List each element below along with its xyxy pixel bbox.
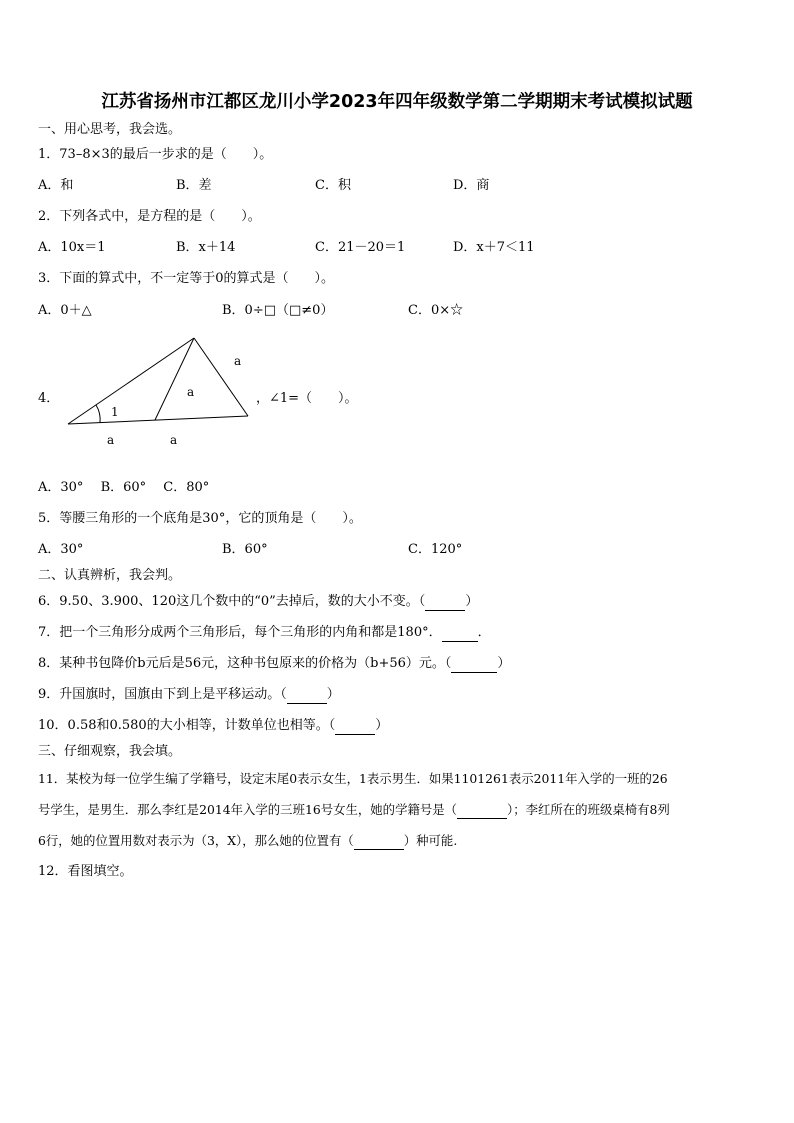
label-a-bottom-left: a xyxy=(107,433,115,447)
right-side xyxy=(194,338,248,416)
q6-text: 6．9.50、3.900、120这几个数中的“0”去掉后，数的大小不变。（ xyxy=(38,594,426,609)
q11-answer-blank-2[interactable] xyxy=(354,833,404,850)
question-11-line-3 xyxy=(38,833,457,850)
q5-option-a[interactable]: A．30° xyxy=(38,542,84,557)
q7-text: 7．把一个三角形分成两个三角形后，每个三角形的内角和都是180°． xyxy=(38,625,442,640)
q7-answer-blank[interactable] xyxy=(442,625,478,642)
triangle-figure xyxy=(60,332,260,452)
q11-text-3b: ）种可能. xyxy=(403,833,458,848)
q7-close: ． xyxy=(477,625,491,640)
q6-answer-blank[interactable] xyxy=(425,594,465,611)
q1-option-c[interactable]: C．积 xyxy=(315,178,351,193)
question-6 xyxy=(38,594,478,611)
inner-segment xyxy=(155,338,194,420)
question-9 xyxy=(38,687,340,704)
q1-option-b[interactable]: B．差 xyxy=(176,178,212,193)
q3-option-c[interactable]: C．0×☆ xyxy=(408,303,464,318)
q2-option-b[interactable]: B．x＋14 xyxy=(176,240,236,255)
q10-close: ） xyxy=(375,718,389,733)
q11-text-3a: 6行，她的位置用数对表示为（3，X），那么她的位置有（ xyxy=(38,833,354,848)
question-8 xyxy=(38,656,510,673)
q2-option-a[interactable]: A．10x＝1 xyxy=(38,240,106,255)
q9-answer-blank[interactable] xyxy=(287,687,327,704)
label-a-middle: a xyxy=(187,385,195,399)
section-heading-1: 一、用心思考，我会选。 xyxy=(38,122,182,137)
q8-text: 8．某种书包降价b元后是56元，这种书包原来的价格为（b+56）元。（ xyxy=(38,656,452,671)
question-4-text: ，∠1=（ ）。 xyxy=(256,391,358,406)
q8-answer-blank[interactable] xyxy=(451,656,497,673)
question-1: 1．73–8×3的最后一步求的是（ ）。 xyxy=(38,147,273,162)
question-5: 5．等腰三角形的一个底角是30°，它的顶角是（ ）。 xyxy=(38,511,362,526)
q2-option-d[interactable]: D．x＋7＜11 xyxy=(453,240,535,255)
left-side xyxy=(68,338,194,424)
question-10 xyxy=(38,718,388,735)
q11-answer-blank-1[interactable] xyxy=(457,802,507,819)
label-a-bottom-mid: a xyxy=(170,433,178,447)
q6-close: ） xyxy=(465,594,479,609)
section-heading-3: 三、仔细观察，我会填。 xyxy=(38,744,182,759)
page-title: 江苏省扬州市江都区龙川小学2023年四年级数学第二学期期末考试模拟试题 xyxy=(101,92,693,112)
question-7 xyxy=(38,625,491,642)
q3-option-b[interactable]: B．0÷□（□≠0） xyxy=(222,303,334,318)
q9-text: 9．升国旗时，国旗由下到上是平移运动。（ xyxy=(38,687,287,702)
q9-close: ） xyxy=(326,687,340,702)
q10-answer-blank[interactable] xyxy=(335,718,375,735)
q5-option-c[interactable]: C．120° xyxy=(408,542,463,557)
q5-option-b[interactable]: B．60° xyxy=(222,542,268,557)
q10-text: 10．0.58和0.580的大小相等，计数单位也相等。（ xyxy=(38,718,336,733)
label-a-right: a xyxy=(234,354,242,368)
question-11-line-1: 11．某校为每一位学生编了学籍号，设定末尾0表示女生，1表示男生．如果1101261表示2011年入学的一班的26 xyxy=(38,771,668,786)
q8-close: ） xyxy=(497,656,511,671)
question-12: 12．看图填空。 xyxy=(38,864,133,879)
question-11-line-2 xyxy=(38,802,670,819)
q1-option-a[interactable]: A．和 xyxy=(38,178,74,193)
question-4-number: 4． xyxy=(38,391,60,406)
q11-text-2b: ）；李红所在的班级桌椅有8列 xyxy=(507,802,670,817)
angle-1-arc xyxy=(96,405,100,423)
q2-option-c[interactable]: C．21－20＝1 xyxy=(315,240,406,255)
q11-text-2a: 号学生，是男生．那么李红是2014年入学的三班16号女生，她的学籍号是（ xyxy=(38,802,458,817)
q4-options[interactable]: A．30° B．60° C．80° xyxy=(38,480,210,495)
base-side xyxy=(68,416,248,424)
section-heading-2: 二、认真辨析，我会判。 xyxy=(38,568,182,583)
question-3: 3．下面的算式中，不一定等于0的算式是（ ）。 xyxy=(38,271,335,286)
q1-option-d[interactable]: D．商 xyxy=(453,178,490,193)
question-2: 2．下列各式中，是方程的是（ ）。 xyxy=(38,209,261,224)
label-angle-1: 1 xyxy=(111,405,119,419)
q3-option-a[interactable]: A．0＋△ xyxy=(38,303,92,318)
